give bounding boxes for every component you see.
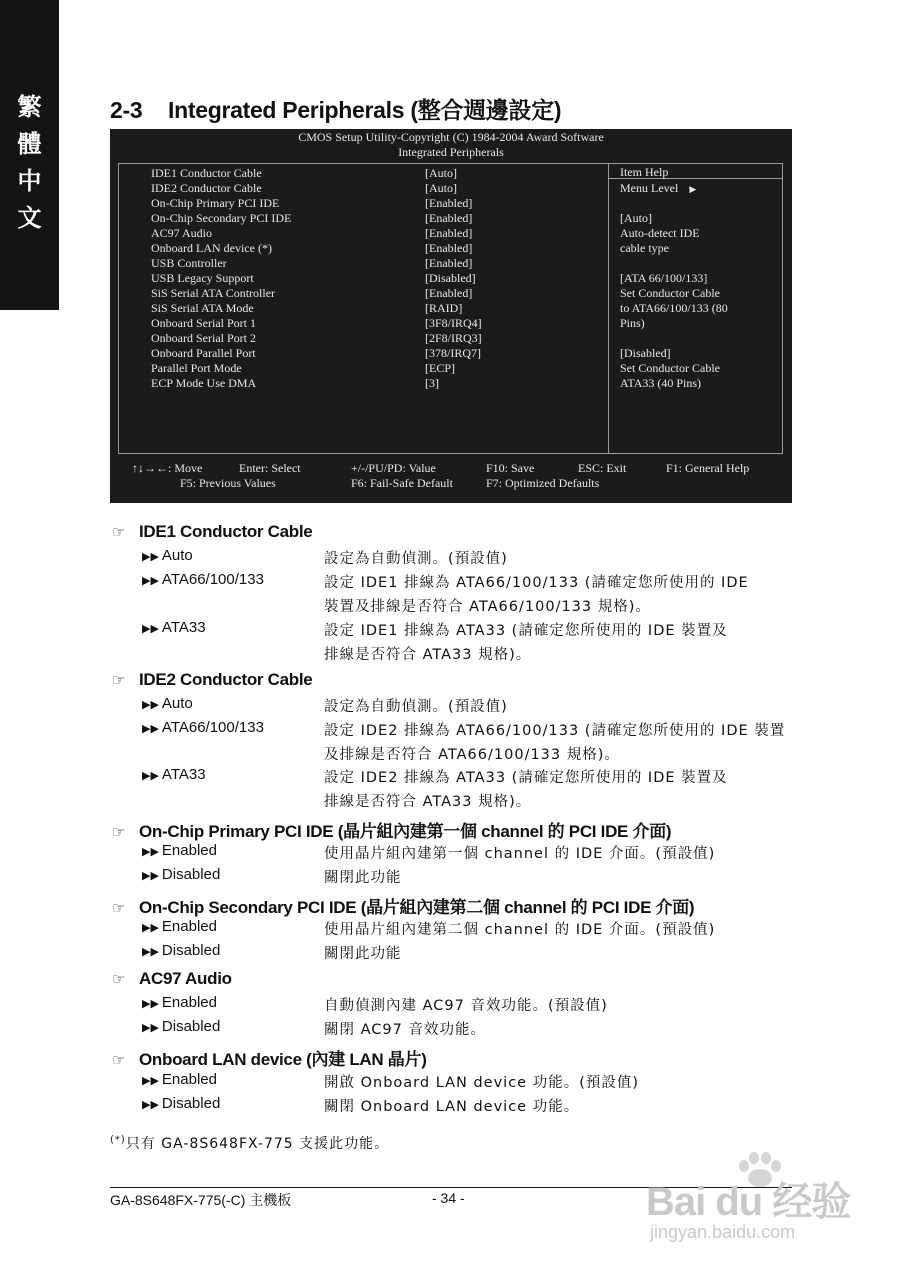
bios-item-label: Onboard LAN device (*): [151, 241, 272, 255]
section-title: Integrated Peripherals (整合週邊設定): [168, 97, 562, 123]
bios-item-label: Onboard Serial Port 1: [151, 316, 256, 330]
option-label: Disabled: [161, 942, 221, 959]
option-disabled: [142, 1095, 220, 1112]
bios-item-parallel-mode[interactable]: [151, 361, 455, 376]
option-description: 設定 IDE1 排線為 ATA66/100/133 (請確定您所使用的 IDE: [324, 575, 749, 591]
option-description: 設定為自動偵測。(預設值): [324, 699, 508, 715]
lan-heading: [112, 1045, 427, 1070]
option-description: 關閉此功能: [324, 946, 402, 962]
bios-item-label: SiS Serial ATA Mode: [151, 301, 254, 315]
language-char-3: 中: [17, 166, 42, 195]
pointing-hand-icon: ☞: [112, 672, 126, 689]
option-label: ATA33: [161, 766, 206, 783]
option-label: Enabled: [161, 842, 217, 859]
option-label: Disabled: [161, 866, 221, 883]
key-help: F1: General Help: [666, 461, 750, 475]
bios-item-value[interactable]: [378/IRQ7]: [425, 346, 481, 360]
bios-item-label: IDE2 Conductor Cable: [151, 181, 262, 195]
primary-pci-ide-title: On-Chip Primary PCI IDE (晶片組內建第一個 channel 的 PCI IDE 介面): [139, 822, 672, 841]
double-arrow-icon: ▶▶: [142, 551, 159, 563]
watermark-url: jingyan.baidu.com: [650, 1222, 796, 1242]
bios-item-lan[interactable]: [151, 241, 473, 256]
key-save: F10: Save: [486, 461, 535, 475]
bios-item-usb-controller[interactable]: [151, 256, 473, 271]
footnote: [110, 1133, 389, 1153]
watermark-logo: Bai du 经验: [646, 1180, 851, 1224]
double-arrow-icon: ▶▶: [142, 623, 159, 635]
secondary-pci-ide-heading: [112, 893, 694, 918]
option-enabled: [142, 842, 217, 859]
option-description: 排線是否符合 ATA33 規格)。: [324, 647, 532, 663]
help-line: [Disabled]: [620, 346, 671, 360]
bios-item-value[interactable]: [2F8/IRQ3]: [425, 331, 482, 345]
footnote-mark: (*): [110, 1134, 126, 1146]
bios-item-parallel-port[interactable]: [151, 346, 481, 361]
secondary-pci-ide-title: On-Chip Secondary PCI IDE (晶片組內建第二個 channel 的 PCI IDE 介面): [139, 898, 695, 917]
bios-item-label: ECP Mode Use DMA: [151, 376, 257, 390]
primary-pci-ide-heading: [112, 817, 671, 842]
bios-item-label: AC97 Audio: [151, 226, 213, 240]
option-label: Enabled: [161, 994, 217, 1011]
bios-item-value[interactable]: [Enabled]: [425, 241, 473, 255]
key-optimized: F7: Optimized Defaults: [486, 476, 600, 490]
option-label: Disabled: [161, 1018, 221, 1035]
option-ata66: [142, 571, 264, 588]
bios-item-label: On-Chip Secondary PCI IDE: [151, 211, 292, 225]
bios-item-value[interactable]: [RAID]: [425, 301, 463, 315]
option-label: ATA66/100/133: [161, 571, 264, 588]
option-label: ATA33: [161, 619, 206, 636]
double-arrow-icon: ▶▶: [142, 870, 159, 882]
bios-item-value[interactable]: [3F8/IRQ4]: [425, 316, 482, 330]
option-auto: [142, 547, 193, 564]
option-label: Auto: [161, 547, 193, 564]
bios-item-serial-2[interactable]: [151, 331, 482, 346]
option-disabled: [142, 1018, 220, 1035]
lan-title: Onboard LAN device (內建 LAN 晶片): [139, 1050, 427, 1069]
double-arrow-icon: ▶▶: [142, 946, 159, 958]
page-number: - 34 -: [432, 1190, 465, 1206]
key-failsafe: F6: Fail-Safe Default: [351, 476, 453, 490]
help-line: ATA33 (40 Pins): [620, 376, 702, 390]
bios-item-sata-controller[interactable]: [151, 286, 473, 301]
help-line: Set Conductor Cable: [620, 361, 720, 375]
double-arrow-icon: ▶▶: [142, 998, 159, 1010]
help-title: Item Help: [620, 165, 669, 179]
option-description: 設定 IDE2 排線為 ATA66/100/133 (請確定您所使用的 IDE 裝置: [324, 723, 786, 739]
help-menu-level: [620, 181, 696, 196]
bios-item-value[interactable]: [Enabled]: [425, 196, 473, 210]
bios-screen: [110, 129, 792, 503]
double-arrow-icon: ▶▶: [142, 770, 159, 782]
option-description: 排線是否符合 ATA33 規格)。: [324, 794, 532, 810]
pointing-hand-icon: ☞: [112, 524, 126, 541]
bios-item-label: Onboard Parallel Port: [151, 346, 256, 360]
language-tab: [0, 0, 59, 310]
bios-item-usb-legacy[interactable]: [151, 271, 476, 286]
bios-item-secondary-pci-ide[interactable]: [151, 211, 473, 226]
option-description: 設定為自動偵測。(預設值): [324, 551, 508, 567]
bios-item-label: On-Chip Primary PCI IDE: [151, 196, 280, 210]
help-menu-level-label: Menu Level: [620, 181, 679, 195]
bios-item-ide2[interactable]: [151, 181, 457, 196]
double-arrow-icon: ▶▶: [142, 1075, 159, 1087]
option-description: 關閉 Onboard LAN device 功能。: [324, 1099, 580, 1115]
bios-item-primary-pci-ide[interactable]: [151, 196, 473, 211]
option-label: Disabled: [161, 1095, 221, 1112]
option-description: 開啟 Onboard LAN device 功能。(預設值): [324, 1075, 640, 1091]
key-move: ↑↓→←: Move: [132, 461, 203, 475]
option-ata66: [142, 719, 264, 736]
option-label: Auto: [161, 695, 193, 712]
option-description: 裝置及排線是否符合 ATA66/100/133 規格)。: [324, 599, 651, 615]
help-line: Auto-detect IDE: [620, 226, 700, 240]
option-description: 設定 IDE2 排線為 ATA33 (請確定您所使用的 IDE 裝置及: [324, 770, 728, 786]
option-label: ATA66/100/133: [161, 719, 264, 736]
bios-item-label: Onboard Serial Port 2: [151, 331, 256, 345]
pointing-hand-icon: ☞: [112, 900, 126, 917]
double-arrow-icon: ▶▶: [142, 846, 159, 858]
bios-item-label: USB Controller: [151, 256, 227, 270]
help-line: [Auto]: [620, 211, 652, 225]
baidu-watermark: [640, 1150, 860, 1260]
bios-item-sata-mode[interactable]: [151, 301, 463, 316]
bios-item-serial-1[interactable]: [151, 316, 482, 331]
bios-item-value[interactable]: [ECP]: [425, 361, 455, 375]
footer-model: GA-8S648FX-775(-C) 主機板: [110, 1192, 292, 1208]
option-disabled: [142, 942, 220, 959]
double-arrow-icon: ▶▶: [142, 575, 159, 587]
ide1-title: IDE1 Conductor Cable: [139, 522, 313, 541]
option-description: 關閉 AC97 音效功能。: [324, 1022, 486, 1038]
option-enabled: [142, 918, 217, 935]
ide2-title: IDE2 Conductor Cable: [139, 670, 313, 689]
double-arrow-icon: ▶▶: [142, 922, 159, 934]
bios-item-value[interactable]: [Auto]: [425, 181, 457, 195]
ac97-heading: [112, 969, 232, 989]
double-arrow-icon: ▶▶: [142, 1099, 159, 1111]
bios-item-value[interactable]: [Enabled]: [425, 226, 473, 240]
bios-item-value[interactable]: [Enabled]: [425, 286, 473, 300]
option-enabled: [142, 1071, 217, 1088]
language-char-4: 文: [17, 203, 42, 232]
bios-header-copyright: CMOS Setup Utility-Copyright (C) 1984-2004 Award Software: [298, 130, 604, 144]
help-line: Pins): [620, 316, 645, 330]
bios-item-label: USB Legacy Support: [151, 271, 254, 285]
double-arrow-icon: ▶▶: [142, 723, 159, 735]
bios-item-value[interactable]: [Auto]: [425, 166, 457, 180]
triangle-right-icon: ▶: [689, 184, 697, 194]
pointing-hand-icon: ☞: [112, 824, 126, 841]
option-enabled: [142, 994, 217, 1011]
option-description: 關閉此功能: [324, 870, 402, 886]
option-description: 使用晶片組內建第一個 channel 的 IDE 介面。(預設值): [324, 846, 716, 862]
bios-item-ide1[interactable]: [151, 166, 457, 181]
language-char-2: 體: [17, 129, 42, 158]
key-select: Enter: Select: [239, 461, 301, 475]
help-line: Set Conductor Cable: [620, 286, 720, 300]
ac97-title: AC97 Audio: [139, 969, 232, 988]
footnote-text: 只有 GA-8S648FX-775 支援此功能。: [125, 1136, 390, 1152]
key-previous-values: F5: Previous Values: [180, 476, 276, 490]
double-arrow-icon: ▶▶: [142, 699, 159, 711]
option-ata33: [142, 766, 206, 783]
option-description: 設定 IDE1 排線為 ATA33 (請確定您所使用的 IDE 裝置及: [324, 623, 728, 639]
ide2-heading: [112, 670, 312, 690]
language-char-1: 繁: [17, 92, 42, 121]
ide1-heading: [112, 522, 312, 542]
option-description: 及排線是否符合 ATA66/100/133 規格)。: [324, 747, 620, 763]
bios-item-value[interactable]: [Enabled]: [425, 256, 473, 270]
bios-header-page: Integrated Peripherals: [398, 145, 504, 159]
pointing-hand-icon: ☞: [112, 971, 126, 988]
bios-item-value[interactable]: [Disabled]: [425, 271, 476, 285]
key-value: +/-/PU/PD: Value: [351, 461, 436, 475]
bios-item-label: SiS Serial ATA Controller: [151, 286, 276, 300]
option-disabled: [142, 866, 220, 883]
bios-item-label: IDE1 Conductor Cable: [151, 166, 262, 180]
bios-item-value[interactable]: [3]: [425, 376, 439, 390]
option-description: 使用晶片組內建第二個 channel 的 IDE 介面。(預設值): [324, 922, 716, 938]
bios-item-ecp-dma[interactable]: [151, 376, 439, 391]
option-description: 自動偵測內建 AC97 音效功能。(預設值): [324, 998, 608, 1014]
pointing-hand-icon: ☞: [112, 1052, 126, 1069]
section-number: 2-3: [110, 97, 143, 123]
key-exit: ESC: Exit: [578, 461, 627, 475]
section-heading: [110, 92, 561, 125]
help-line: cable type: [620, 241, 669, 255]
bios-item-value[interactable]: [Enabled]: [425, 211, 473, 225]
bios-item-label: Parallel Port Mode: [151, 361, 242, 375]
bios-item-ac97[interactable]: [151, 226, 473, 241]
option-label: Enabled: [161, 918, 217, 935]
double-arrow-icon: ▶▶: [142, 1022, 159, 1034]
option-label: Enabled: [161, 1071, 217, 1088]
option-ata33: [142, 619, 206, 636]
help-line: [ATA 66/100/133]: [620, 271, 708, 285]
option-auto: [142, 695, 193, 712]
help-line: to ATA66/100/133 (80: [620, 301, 728, 315]
bios-panel-divider: [608, 163, 609, 454]
